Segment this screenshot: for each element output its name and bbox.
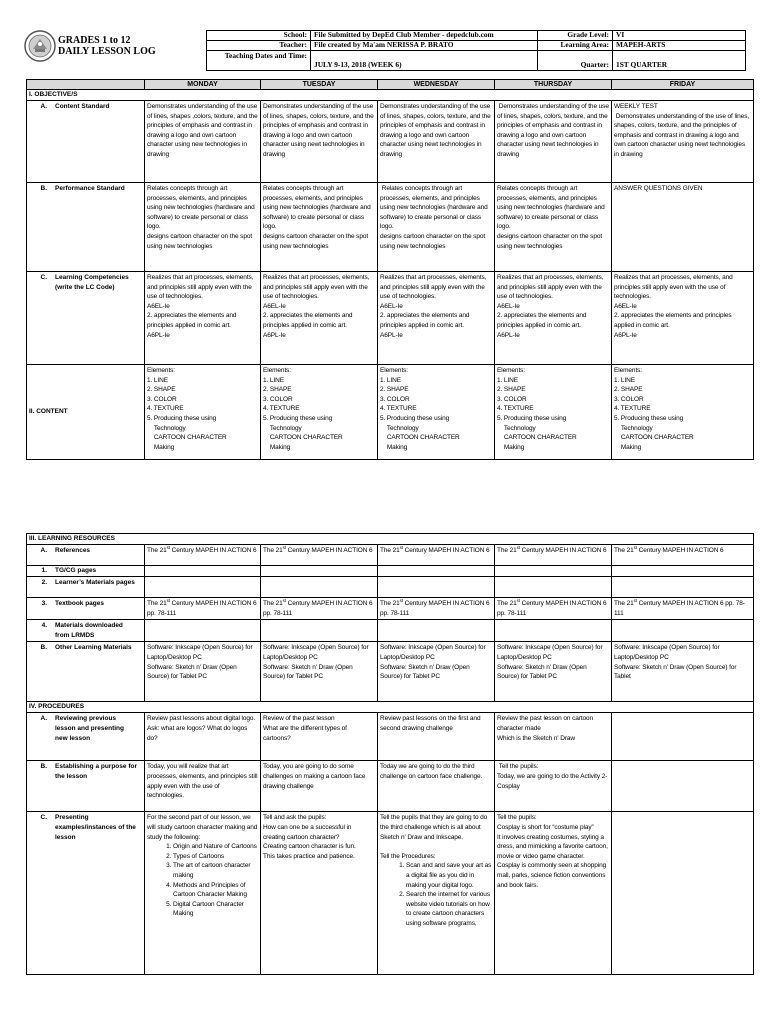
cell-wednesday: Review past lessons on the first and second drawing challenge	[378, 713, 495, 761]
row-number: 3.	[41, 600, 47, 607]
cell-wednesday: Relates concepts through art processes, elements, and principles using new technologies (hardware and software) to create personal or class logo. designs cartoon character on the spot using new technologies	[378, 183, 495, 272]
day-header-thursday: THURSDAY	[495, 80, 612, 90]
ref-prefix: The 21	[497, 547, 517, 554]
tb-prefix: The 21	[497, 600, 517, 607]
cell-friday: ANSWER QUESTIONS GIVEN	[612, 183, 754, 272]
list-item: 2. Types of Cartoons	[173, 852, 258, 862]
cell-monday	[145, 812, 261, 975]
purpose-row	[27, 761, 754, 812]
row-label	[27, 566, 145, 577]
cell-thursday: Relates concepts through art processes, elements, and principles using new technologies (hardware and software) to create personal or class logo. designs cartoon character on the spot using new technologies	[495, 183, 612, 272]
row-number: 2.	[41, 579, 47, 586]
objectives-section-label: I. OBJECTIVE/S	[27, 90, 754, 101]
cell-monday: Software: Inkscape (Open Source) for Laptop/Desktop PC Software: Sketch n' Draw (Open Source) for Tablet PC	[145, 642, 261, 702]
learning-competencies-row	[27, 272, 754, 365]
wednesday-intro: Tell the pupils that they are going to do the third challenge which is all about Sketch n' Draw and Inkscape. Tell the Procedures:	[380, 814, 488, 860]
monday-topic-list	[147, 842, 258, 919]
tb-sup: st	[166, 597, 170, 603]
tb-suffix: Century MAPEH IN ACTION 6 pp. 78-111	[497, 600, 607, 617]
row-number: 1.	[41, 567, 47, 574]
cell-tuesday: Tell and ask the pupils: How can one be a successful in creating cartoon character? Creating cartoon character is fun. This takes practice and patience.	[261, 812, 378, 975]
cell-thursday	[495, 598, 612, 620]
reviewing-row	[27, 713, 754, 761]
list-item: 4. Methods and Principles of Cartoon Character Making	[173, 881, 258, 900]
ref-prefix: The 21	[614, 547, 634, 554]
cell-wednesday: Elements: 1. LINE 2. SHAPE 3. COLOR 4. TEXTURE 5. Producing these using Technology CARTOON CHARACTER Making	[378, 365, 495, 460]
ref-sup: st	[399, 544, 403, 550]
row-title: Establishing a purpose for the lesson	[55, 763, 137, 780]
cell-wednesday: Realizes that art processes, elements, and principles still apply even with the use of technologies. A6EL-Ie 2. appreciates the elements and principles applied in comic art. A6PL-Ie	[378, 272, 495, 365]
day-header-row	[27, 80, 754, 90]
list-item: 3. The art of cartoon character making	[173, 861, 258, 880]
cell-thursday: Elements: 1. LINE 2. SHAPE 3. COLOR 4. TEXTURE 5. Producing these using Technology CARTOON CHARACTER Making	[495, 365, 612, 460]
row-label	[27, 761, 145, 812]
cell-wednesday: Software: Inkscape (Open Source) for Laptop/Desktop PC Software: Sketch n' Draw (Open Source) for Tablet PC	[378, 642, 495, 702]
cell-friday: Elements: 1. LINE 2. SHAPE 3. COLOR 4. TEXTURE 5. Producing these using Technology CARTOON CHARACTER Making	[612, 365, 754, 460]
ref-suffix: Century MAPEH IN ACTION 6	[519, 547, 607, 554]
cell-tuesday: Software: Inkscape (Open Source) for Laptop/Desktop PC Software: Sketch n' Draw (Open Source) for Tablet PC	[261, 642, 378, 702]
cell-wednesday	[378, 545, 495, 566]
row-title: Other Learning Materials	[55, 644, 132, 652]
ref-sup: st	[516, 544, 520, 550]
tg-pages-row	[27, 566, 754, 577]
ref-suffix: Century MAPEH IN ACTION 6	[169, 547, 257, 554]
cell-friday	[612, 713, 754, 761]
row-number: C.	[40, 814, 47, 822]
row-number: C.	[40, 274, 47, 281]
cell-friday	[612, 598, 754, 620]
cell-friday	[612, 812, 754, 975]
ref-sup: st	[282, 544, 286, 550]
title-line-2: DAILY LESSON LOG	[58, 46, 156, 57]
cell-monday: Today, you will realize that art processes, elements, and principles still apply even with the use of technologies.	[145, 761, 261, 812]
row-number: B.	[40, 185, 47, 192]
row-title: Presenting examples/instances of the lesson	[55, 814, 136, 841]
row-title: References	[55, 547, 91, 554]
day-header-monday: MONDAY	[145, 80, 261, 90]
learners-materials-row	[27, 577, 754, 598]
cell-friday	[612, 545, 754, 566]
references-row	[27, 545, 754, 566]
tb-prefix: The 21	[380, 600, 400, 607]
list-item: 1. Origin and Nature of Cartoons	[173, 842, 258, 852]
cell-tuesday: Realizes that art processes, elements, and principles still apply even with the use of technologies. A6EL-Ie 2. appreciates the elements and principles applied in comic art. A6PL-Ie	[261, 272, 378, 365]
row-label	[27, 577, 145, 598]
tb-suffix: Century MAPEH IN ACTION 6 pp. 78-111	[380, 600, 490, 617]
row-label	[27, 812, 145, 975]
row-label	[27, 272, 145, 365]
tb-suffix: Century MAPEH IN ACTION 6 pp. 78-111	[147, 600, 257, 617]
cell-monday	[145, 598, 261, 620]
cell-thursday: Realizes that art processes, elements, and principles still apply even with the use of technologies. A6EL-Ie 2. appreciates the elements and principles applied in comic art. A6PL-Ie	[495, 272, 612, 365]
cell-monday: Elements: 1. LINE 2. SHAPE 3. COLOR 4. TEXTURE 5. Producing these using Technology CARTOON CHARACTER Making	[145, 365, 261, 460]
cell-tuesday: Elements: 1. LINE 2. SHAPE 3. COLOR 4. TEXTURE 5. Producing these using Technology CARTOON CHARACTER Making	[261, 365, 378, 460]
quarter-value: 1ST QUARTER	[613, 51, 746, 71]
cell-monday: Review past lessons about digital logo. Ask: what are logos? What do logos do?	[145, 713, 261, 761]
content-section-label: II. CONTENT	[27, 365, 145, 460]
tb-prefix: The 21	[614, 600, 634, 607]
cell-tuesday: Relates concepts through art processes, elements, and principles using new technologies (hardware and software) to create personal or class logo. designs cartoon character on the spot using new technologies	[261, 183, 378, 272]
cell-tuesday	[261, 598, 378, 620]
content-standard-row	[27, 101, 754, 183]
cell-wednesday: Demonstrates understanding of the use of lines, shapes, colors, texture, and the principles of emphasis and contrast in drawing a logo and own cartoon character using newt technologies in drawing	[378, 101, 495, 183]
ref-suffix: Century MAPEH IN ACTION 6	[402, 547, 490, 554]
learning-area-label: Learning Area:	[538, 41, 613, 51]
teaching-dates-value: JULY 9-13, 2018 (WEEK 6)	[311, 51, 538, 71]
row-number: A.	[40, 715, 47, 723]
cell-monday	[145, 545, 261, 566]
tb-sup: st	[282, 597, 286, 603]
cell-friday: Realizes that art processes, elements, and principles still apply even with the use of technologies. A6EL-Ie 2. appreciates the elements and principles applied in comic art. A6PL-Ie	[612, 272, 754, 365]
tb-sup: st	[516, 597, 520, 603]
teacher-value: File created by Ma'am NERISSA P. BRATO	[311, 41, 538, 51]
grade-level-label: Grade Level:	[538, 31, 613, 41]
row-label	[27, 598, 145, 620]
ref-prefix: The 21	[263, 547, 283, 554]
tb-suffix: Century MAPEH IN ACTION 6 pp. 78-111	[263, 600, 373, 617]
cell-wednesday: Today we are going to do the third challenge on cartoon face challenge.	[378, 761, 495, 812]
learning-area-value: MAPEH-ARTS	[613, 41, 746, 51]
presenting-row	[27, 812, 754, 975]
teacher-label: Teacher:	[207, 41, 311, 51]
ref-sup: st	[166, 544, 170, 550]
tb-sup: st	[633, 597, 637, 603]
row-number: B.	[40, 644, 47, 652]
tb-prefix: The 21	[263, 600, 283, 607]
cell-wednesday	[378, 598, 495, 620]
lrmds-row	[27, 620, 754, 642]
teaching-dates-label: Teaching Dates and Time:	[207, 51, 311, 71]
cell-monday: Relates concepts through art processes, elements, and principles using new technologies (hardware and software) to create personal or class logo. designs cartoon character on the spot using new technologies	[145, 183, 261, 272]
textbook-pages-row	[27, 598, 754, 620]
list-item: 2. Search the internet for various website video tutorials on how to create cartoon characters using software programs,	[406, 890, 492, 928]
cell-tuesday: Today, you are going to do some challenges on making a cartoon face drawing challenge	[261, 761, 378, 812]
cell-tuesday	[261, 545, 378, 566]
day-header-tuesday: TUESDAY	[261, 80, 378, 90]
ref-prefix: The 21	[147, 547, 167, 554]
ref-sup: st	[633, 544, 637, 550]
document-title	[58, 35, 156, 57]
row-title: Learning Competencies (write the LC Code)	[55, 274, 129, 291]
quarter-label: Quarter:	[538, 51, 613, 71]
tb-prefix: The 21	[147, 600, 167, 607]
row-number: A.	[40, 547, 47, 554]
row-title: Content Standard	[55, 103, 110, 110]
cell-thursday: Tell the pupils: Today, we are going to do the Activity 2- Cosplay	[495, 761, 612, 812]
header-info-table	[206, 30, 746, 71]
tb-sup: st	[399, 597, 403, 603]
cell-tuesday: Demonstrates understanding of the use of lines, shapes, colors, texture, and the principles of emphasis and contrast in drawing a logo and own cartoon character using newt technologies in drawing	[261, 101, 378, 183]
row-title: Textbook pages	[55, 600, 105, 607]
school-value: File Submitted by DepEd Club Member - depedclub.com	[311, 31, 538, 41]
performance-standard-row	[27, 183, 754, 272]
cell-tuesday: Review of the past lesson What are the different types of cartoons?	[261, 713, 378, 761]
title-line-1: GRADES 1 to 12	[58, 35, 131, 46]
cell-friday: WEEKLY TEST Demonstrates understanding of the use of lines, shapes, colors, texture, and the principles of emphasis and contrast in drawing a logo and own cartoon character using newt technologies in drawing	[612, 101, 754, 183]
resources-section-label: III. LEARNING RESOURCES	[27, 534, 754, 545]
cell-thursday: Tell the pupils: Cosplay is short for “costume play” It involves creating costumes, styling a dress, and mimicking a favorite cartoon, movie or video game character. Cosplay is commonly seen at shopping mall, parks, science fiction conventions and book fairs.	[495, 812, 612, 975]
row-label	[27, 713, 145, 761]
cell-monday: Demonstrates understanding of the use of lines, shapes ,colors, texture, and the principles of emphasis and contrast in drawing a logo and own cartoon character using new technologies in drawing	[145, 101, 261, 183]
school-label: School:	[207, 31, 311, 41]
day-header-blank	[27, 80, 145, 90]
row-title: Learner’s Materials pages	[55, 579, 135, 586]
row-label	[27, 642, 145, 702]
other-materials-row	[27, 642, 754, 702]
cell-thursday: Review the past lesson on cartoon character made Which is the Sketch n' Draw	[495, 713, 612, 761]
day-header-wednesday: WEDNESDAY	[378, 80, 495, 90]
ref-suffix: Century MAPEH IN ACTION 6	[285, 547, 373, 554]
grade-level-value: VI	[613, 31, 746, 41]
cell-wednesday	[378, 812, 495, 975]
row-title: Reviewing previous lesson and presenting new lesson	[55, 715, 124, 742]
row-label	[27, 101, 145, 183]
monday-intro: For the second part of our lesson, we will study cartoon character making and study the following:	[147, 814, 259, 841]
row-label	[27, 620, 145, 642]
wednesday-procedure-list	[380, 861, 492, 928]
cell-thursday	[495, 545, 612, 566]
row-title: TG/CG pages	[55, 567, 97, 574]
cell-friday: Software: Inkscape (Open Source) for Laptop/Desktop PC Software: Sketch n' Draw (Open Source) for Tablet	[612, 642, 754, 702]
cell-thursday: Software: Inkscape (Open Source) for Laptop/Desktop PC Software: Sketch n' Draw (Open Source) for Tablet PC	[495, 642, 612, 702]
list-item: 1. Scan and and save your art as a digital file as you did in making your digital logo.	[406, 861, 492, 890]
row-title: Performance Standard	[55, 185, 125, 192]
cell-friday	[612, 761, 754, 812]
row-label	[27, 545, 145, 566]
lesson-table-resources-procedures	[26, 533, 754, 975]
row-title: Materials downloaded from LRMDS	[55, 622, 123, 639]
lesson-table-objectives	[26, 79, 754, 460]
list-item: 5. Digital Cartoon Character Making	[173, 900, 258, 919]
deped-seal-logo	[24, 30, 56, 62]
day-header-friday: FRIDAY	[612, 80, 754, 90]
row-label	[27, 183, 145, 272]
row-number: A.	[40, 103, 47, 110]
row-number: 4.	[41, 622, 47, 630]
ref-prefix: The 21	[380, 547, 400, 554]
procedures-section-label: IV. PROCEDURES	[27, 702, 754, 713]
tb-suffix: Century MAPEH IN ACTION 6 pp. 78-111	[614, 600, 745, 617]
row-number: B.	[40, 763, 47, 771]
content-row	[27, 365, 754, 460]
ref-suffix: Century MAPEH IN ACTION 6	[636, 547, 724, 554]
cell-thursday: Demonstrates understanding of the use of lines, shapes, colors, texture, and the principles of emphasis and contrast in drawing a logo and own cartoon character using newt technologies in drawing	[495, 101, 612, 183]
cell-monday: Realizes that art processes, elements, and principles still apply even with the use of technologies. A6EL-Ie 2. appreciates the elements and principles applied in comic art. A6PL-Ie	[145, 272, 261, 365]
